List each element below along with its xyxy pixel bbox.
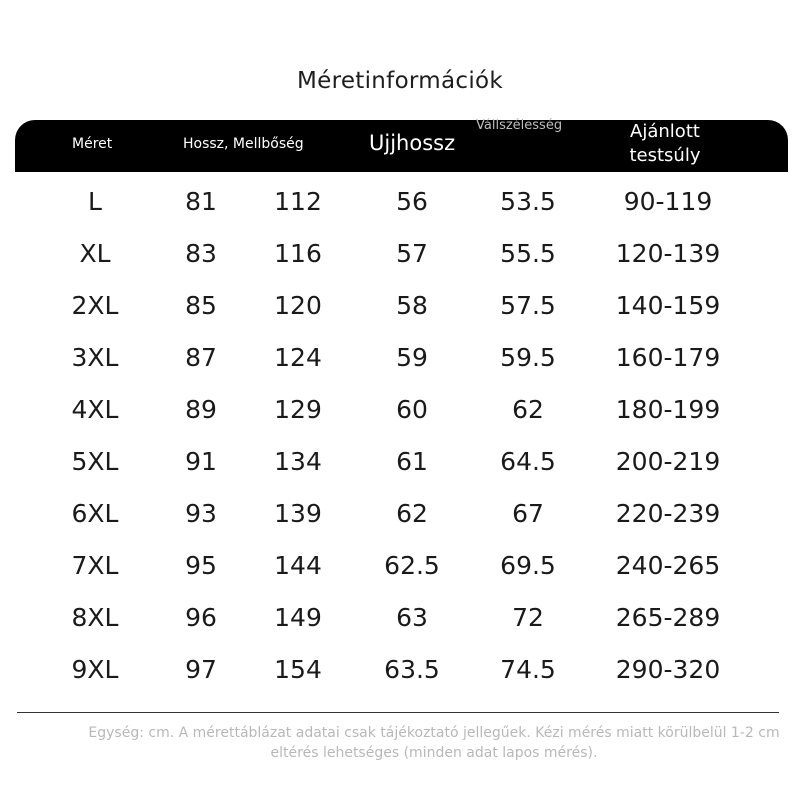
weight-cell: 160-179 [615, 343, 721, 372]
chest-cell: 116 [274, 239, 322, 268]
chest-cell: 120 [274, 291, 322, 320]
table-row [0, 644, 800, 696]
weight-cell: 220-239 [615, 499, 721, 528]
table-row [0, 228, 800, 280]
sleeve-cell: 62 [396, 499, 428, 528]
sleeve-cell: 63 [396, 603, 428, 632]
table-row [0, 488, 800, 540]
sleeve-cell: 60 [396, 395, 428, 424]
sleeve-cell: 57 [396, 239, 428, 268]
header-length-chest: Hossz, Mellbőség [183, 136, 304, 152]
shoulder-cell: 55.5 [500, 239, 556, 268]
size-cell: 7XL [71, 551, 119, 580]
sleeve-cell: 58 [396, 291, 428, 320]
chest-cell: 112 [274, 187, 322, 216]
sleeve-cell: 63.5 [384, 655, 440, 684]
table-row [0, 384, 800, 436]
length-cell: 81 [185, 187, 217, 216]
divider [17, 712, 779, 713]
table-row [0, 332, 800, 384]
table-row [0, 592, 800, 644]
header-shoulder: Vállszélesség [476, 118, 563, 133]
length-cell: 97 [185, 655, 217, 684]
weight-cell: 240-265 [615, 551, 721, 580]
size-cell: XL [79, 239, 111, 268]
length-cell: 89 [185, 395, 217, 424]
chest-cell: 144 [274, 551, 322, 580]
weight-cell: 180-199 [615, 395, 721, 424]
shoulder-cell: 53.5 [500, 187, 556, 216]
length-cell: 93 [185, 499, 217, 528]
length-cell: 87 [185, 343, 217, 372]
sleeve-cell: 59 [396, 343, 428, 372]
size-table [0, 176, 800, 696]
table-row [0, 436, 800, 488]
header-recommended-weight: Ajánlott testsúly [629, 121, 701, 166]
weight-cell: 265-289 [615, 603, 721, 632]
shoulder-cell: 64.5 [500, 447, 556, 476]
shoulder-cell: 57.5 [500, 291, 556, 320]
table-row [0, 176, 800, 228]
header-sleeve: Ujjhossz [369, 131, 456, 155]
sleeve-cell: 61 [396, 447, 428, 476]
footnote: Egység: cm. A mérettáblázat adatai csak tájékoztató jellegűek. Kézi mérés miatt körülbelül 1-2 cm eltérés lehetséges (minden adat lapos mérés). [88, 725, 780, 761]
size-cell: 9XL [71, 655, 119, 684]
size-cell: 3XL [71, 343, 119, 372]
chest-cell: 134 [274, 447, 322, 476]
size-cell: L [88, 187, 102, 216]
length-cell: 96 [185, 603, 217, 632]
size-cell: 6XL [71, 499, 119, 528]
shoulder-cell: 74.5 [500, 655, 556, 684]
header-size: Méret [72, 136, 113, 152]
length-cell: 95 [185, 551, 217, 580]
size-cell: 8XL [71, 603, 119, 632]
shoulder-cell: 59.5 [500, 343, 556, 372]
table-row [0, 540, 800, 592]
chest-cell: 139 [274, 499, 322, 528]
chest-cell: 154 [274, 655, 322, 684]
weight-cell: 200-219 [615, 447, 721, 476]
page-title: Méretinformációk [296, 68, 504, 94]
size-cell: 2XL [71, 291, 119, 320]
length-cell: 91 [185, 447, 217, 476]
weight-cell: 90-119 [623, 187, 713, 216]
length-cell: 85 [185, 291, 217, 320]
length-cell: 83 [185, 239, 217, 268]
shoulder-cell: 69.5 [500, 551, 556, 580]
table-header [15, 120, 788, 172]
chest-cell: 129 [274, 395, 322, 424]
weight-cell: 120-139 [615, 239, 721, 268]
shoulder-cell: 72 [512, 603, 544, 632]
chest-cell: 149 [274, 603, 322, 632]
sleeve-cell: 56 [396, 187, 428, 216]
shoulder-cell: 62 [512, 395, 544, 424]
size-cell: 5XL [71, 447, 119, 476]
sleeve-cell: 62.5 [384, 551, 440, 580]
weight-cell: 140-159 [615, 291, 721, 320]
chest-cell: 124 [274, 343, 322, 372]
table-row [0, 280, 800, 332]
size-cell: 4XL [71, 395, 119, 424]
shoulder-cell: 67 [512, 499, 544, 528]
weight-cell: 290-320 [615, 655, 721, 684]
